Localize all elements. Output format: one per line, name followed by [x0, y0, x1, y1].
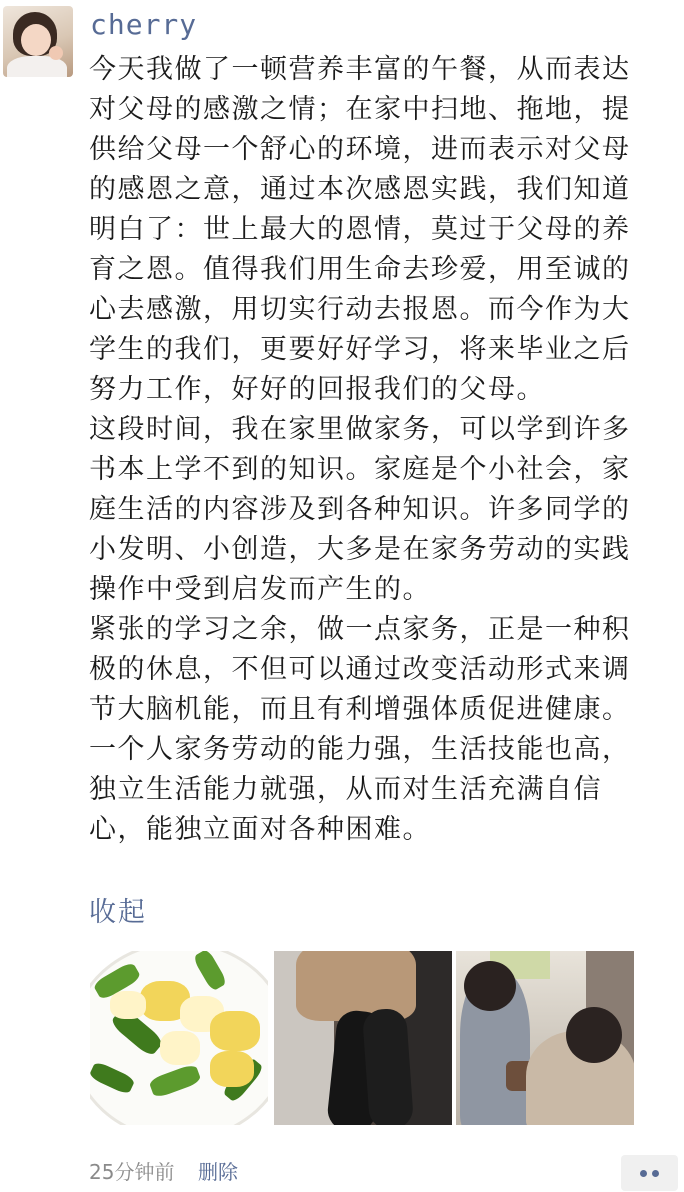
photo-grid	[90, 951, 635, 1125]
username[interactable]: cherry	[90, 8, 198, 41]
dot-icon	[652, 1170, 659, 1177]
post-paragraph-1: 今天我做了一顿营养丰富的午餐，从而表达对父母的感激之情；在家中扫地、拖地，提供给父母一个舒心的环境，进而表示对父母的感恩之意，通过本次感恩实践，我们知道明白了：世上最大的恩情，莫过于父母的养育之恩。值得我们用生命去珍爱，用至诚的心去感激，用切实行动去报恩。而今作为大学生的我们，更要好好学习，将来毕业之后努力工作，好好的回报我们的父母。	[89, 54, 631, 405]
person-hair	[464, 961, 516, 1011]
person-leg	[362, 1008, 414, 1125]
photo-family[interactable]	[456, 951, 634, 1125]
dot-icon	[640, 1170, 647, 1177]
avatar-hand	[49, 46, 63, 60]
collapse-link[interactable]: 收起	[89, 897, 147, 928]
delete-link[interactable]: 删除	[198, 1160, 238, 1184]
avatar-face	[21, 24, 51, 56]
avatar[interactable]	[3, 6, 73, 77]
post-text	[89, 50, 649, 850]
egg-piece	[160, 1031, 200, 1065]
post-time: 25分钟前	[89, 1160, 175, 1184]
person-hair	[566, 1007, 622, 1063]
more-button[interactable]	[621, 1155, 678, 1191]
egg-piece	[210, 1011, 260, 1051]
egg-piece	[110, 991, 146, 1019]
post-paragraph-2: 这段时间，我在家里做家务，可以学到许多书本上学不到的知识。家庭是个小社会，家庭生活的内容涉及到各种知识。许多同学的小发明、小创造，大多是在家务劳动的实践操作中受到启发而产生的。	[89, 414, 631, 605]
photo-food[interactable]	[90, 951, 268, 1125]
photo-person[interactable]	[274, 951, 452, 1125]
post-paragraph-3: 紧张的学习之余，做一点家务，正是一种积极的休息，不但可以通过改变活动形式来调节大脑机能，而且有利增强体质促进健康。一个人家务劳动的能力强，生活技能也高，独立生活能力就强，从而对生活充满自信心，能独立面对各种困难。	[89, 614, 631, 845]
egg-piece	[210, 1051, 254, 1087]
